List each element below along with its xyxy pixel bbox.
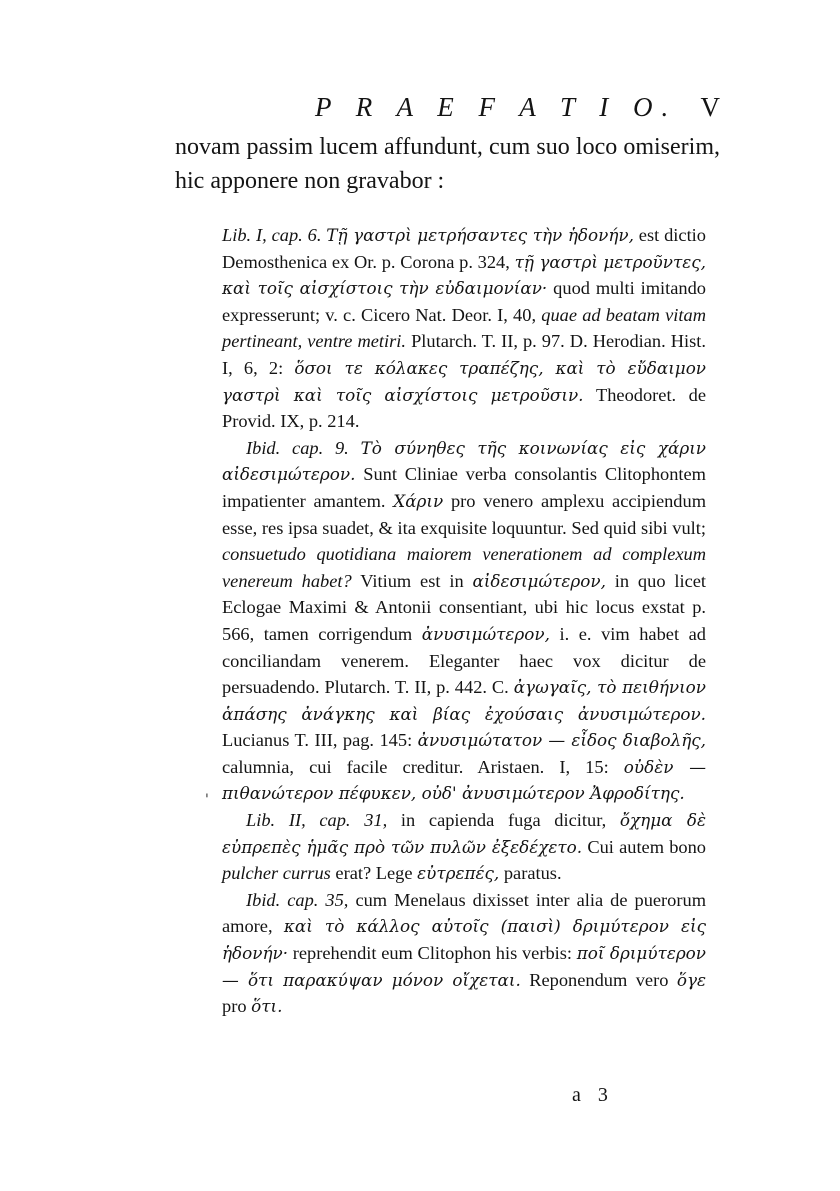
latin-italic: pulcher currus xyxy=(222,863,331,884)
notes-block xyxy=(222,222,706,1020)
greek-quotation: καὶ τὸ κάλλος αὐτοῖς (παισὶ) δριμύτερον εἰς ἡδονήν· xyxy=(222,916,706,964)
greek-quotation: ὅσοι τε κόλακες τραπέζης, καὶ τὸ εὔδαιμον γαστρὶ καὶ τοῖς αἰσχίστοις μετροῦσιν. xyxy=(222,357,707,405)
note-paragraph xyxy=(222,435,706,807)
latin-text: paratus. xyxy=(503,863,562,884)
latin-text: Reponendum vero xyxy=(529,969,669,990)
intro-paragraph xyxy=(175,130,720,198)
latin-italic: quae ad beatam vitam pertineant, ventre metiri. xyxy=(222,304,706,352)
latin-text: erat? Lege xyxy=(335,863,413,884)
latin-italic: consuetudo quotidiana maiorem venerationem ad complexum venereum habet? xyxy=(222,544,706,591)
latin-text: Cui autem bono xyxy=(587,836,707,857)
note-paragraph xyxy=(222,222,706,435)
latin-text: Sunt Cliniae verba consolantis Clitophontem impatienter amantem. xyxy=(222,464,706,511)
note-reference: Lib. II, cap. 31, xyxy=(246,810,388,831)
latin-text: Plutarch. T. II, p. 97. D. Herodian. Hist. I, 6, 2: xyxy=(222,331,706,378)
latin-text: in capienda fuga dicitur, xyxy=(400,810,607,831)
latin-text: cum Menelaus dixisset inter alia de puerorum amore, xyxy=(222,889,707,937)
greek-quotation: εὐτρεπές, xyxy=(417,863,500,884)
greek-quotation: ἀνυσιμώτατον — εἶδος διαβολῆς, xyxy=(417,730,706,751)
greek-quotation: τῇ γαστρὶ μετροῦντες, καὶ τοῖς αἰσχίστοις τὴν εὐδαιμονίαν· xyxy=(222,251,706,299)
note-paragraph xyxy=(222,807,706,887)
greek-quotation: ὄχημα δὲ εὐπρεπὲς ἡμᾶς πρὸ τῶν πυλῶν ἐξεδέχετο. xyxy=(222,810,706,857)
intro-text: novam passim lucem affundunt, cum suo loco omiserim, hic apponere non gravabor : xyxy=(175,134,720,194)
latin-text: Theodoret. de Provid. IX, p. 214. xyxy=(222,384,706,432)
greek-quotation: Τῇ γαστρὶ μετρήσαντες τὴν ἡδονήν, xyxy=(326,225,634,245)
greek-quotation: ποῖ δριμύτερον — ὅτι παρακύψαν μόνον οἴχεται. xyxy=(222,943,706,990)
greek-quotation: αἰδεσιμώτερον, xyxy=(472,570,606,591)
note-paragraph xyxy=(222,887,706,1020)
latin-text: pro xyxy=(222,996,247,1017)
header-title: P R A E F A T I O. xyxy=(315,92,678,122)
latin-text: quod multi imitando expresserunt; v. c. Cicero Nat. Deor. I, 40, xyxy=(222,278,706,325)
running-header xyxy=(175,92,720,128)
greek-quotation: ὅτι. xyxy=(251,996,283,1017)
greek-quotation: ἀνυσιμώτερον, xyxy=(421,623,550,644)
greek-quotation: Τὸ σύνηθες τῆς κοινωνίας εἰς χάριν αἰδεσιμώτερον. xyxy=(222,437,706,485)
greek-quotation: οὐδὲν — πιθανώτερον πέφυκεν, οὐδ' ἀνυσιμώτερον Ἀφροδίτης. xyxy=(222,756,706,804)
latin-text: Vitium est in xyxy=(360,570,464,591)
note-reference: Ibid. cap. 35, xyxy=(246,889,349,910)
latin-text: i. e. vim habet ad conciliandam venerem. Eleganter haec vox dicitur de persuadendo. Plutarch. T. II, p. 442. C. xyxy=(222,623,706,698)
note-reference: Lib. I, cap. 6. xyxy=(222,225,322,245)
latin-text: reprehendit eum Clitophon his verbis: xyxy=(292,943,573,964)
latin-text: Lucianus T. III, pag. 145: xyxy=(222,730,413,751)
greek-quotation: ἀγωγαῖς, τὸ πειθήνιον ἁπάσης ἀνάγκης καὶ βίας ἐχούσαις ἀνυσιμώτερον. xyxy=(222,677,706,724)
greek-quotation: Χάριν xyxy=(393,490,444,511)
latin-text: calumnia, cui facile creditur. Aristaen. I, 15: xyxy=(222,756,609,777)
latin-text: pro venero amplexu accipiendum esse, res ipsa suadet, & ita exquisite loquuntur. Sed quid sibi vult; xyxy=(222,490,706,538)
page-number: V xyxy=(700,92,720,122)
stray-mark: ' xyxy=(205,792,209,808)
note-reference: Ibid. cap. 9. xyxy=(246,437,349,458)
greek-quotation: ὅγε xyxy=(676,969,706,990)
signature-mark: a 3 xyxy=(572,1084,614,1106)
latin-text: in quo licet Eclogae Maximi & Antonii consentiant, ubi hic locus exstat p. 566, tamen corrigendum xyxy=(222,570,707,644)
latin-text: est dictio Demosthenica ex Or. p. Corona p. 324, xyxy=(222,225,706,272)
